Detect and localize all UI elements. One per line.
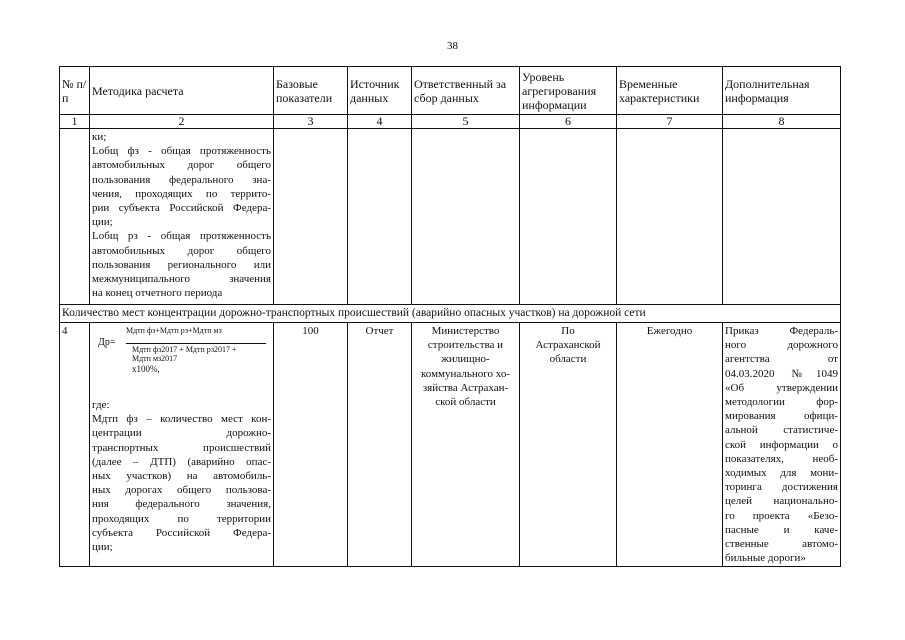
additional-line: показателях, необ- (725, 452, 838, 465)
where-label: где: (92, 399, 110, 411)
page-number: 38 (447, 40, 458, 52)
indicator-row-4 (60, 323, 841, 567)
method-line: (далее – ДТП) (аварийно опас- (92, 455, 271, 468)
additional-line: мирования офици- (725, 410, 838, 423)
aggregation-line: области (549, 353, 587, 366)
method-line: ния федерального значения, (92, 498, 271, 511)
row4-additional (723, 323, 841, 567)
additional-line: пасные и каче- (725, 523, 838, 536)
header-time: Временные характеристики (617, 67, 723, 115)
header-base: Базовые показатели (274, 67, 348, 115)
indicators-table (59, 66, 841, 567)
col-num-6: 6 (520, 115, 617, 129)
additional-line: целей национально- (725, 495, 838, 508)
method-line: ции; (92, 216, 113, 229)
header-source: Источник данных (348, 67, 412, 115)
col-num-7: 7 (617, 115, 723, 129)
header-method: Методика расчета (90, 67, 274, 115)
additional-line: ного дорожного (725, 339, 838, 352)
responsible-line: ской области (435, 396, 496, 409)
section-row (60, 305, 841, 323)
col-num-4: 4 (348, 115, 412, 129)
formula-multiplier: х100%, (132, 364, 160, 374)
additional-line: Приказ Федераль- (725, 325, 838, 337)
continued-method-cell (90, 129, 274, 305)
method-line: пользования регионального или (92, 258, 271, 271)
continued-num-cell (60, 129, 90, 305)
continued-row (60, 129, 841, 305)
formula-denominator-2: Мдтп мз2017 (132, 354, 178, 363)
row4-base: 100 (274, 323, 348, 567)
row4-source: Отчет (348, 323, 412, 567)
responsible-line: Министерство (431, 325, 500, 337)
responsible-line: зяйства Астрахан- (422, 381, 509, 394)
additional-line: «Об утверждении (725, 381, 838, 394)
additional-line: торинга достижения (725, 481, 838, 494)
fraction-bar (126, 343, 266, 344)
method-line: ных дорогах общего пользова- (92, 484, 271, 497)
header-additional: Дополнительная информация (723, 67, 841, 115)
continued-time-cell (617, 129, 723, 305)
additional-line: ственные автомо- (725, 538, 838, 551)
section-title: Количество мест концентрации дорожно-транспортных происшествий (аварийно опасных участков) на дорожной сети (60, 305, 841, 323)
formula-numerator: Мдтп фз+Мдтп рз+Мдтп мз (126, 326, 222, 335)
responsible-line: жилищно- (441, 353, 490, 366)
row4-num: 4 (60, 323, 90, 567)
method-line: пользования федерального зна- (92, 173, 271, 186)
continued-source-cell (348, 129, 412, 305)
header-aggregation: Уровень агрегирования информации (520, 67, 617, 115)
col-num-3: 3 (274, 115, 348, 129)
method-line: автомобильных дорог общего (92, 159, 271, 172)
header-num: № п/п (60, 67, 90, 115)
additional-line: 04.03.2020 №1049 (725, 367, 838, 380)
method-line: автомобильных дорог общего (92, 244, 271, 257)
method-line: рии субъекта Российской Федера- (92, 202, 271, 215)
row4-method-cell (90, 323, 274, 567)
aggregation-line: По (561, 325, 575, 337)
row4-time: Ежегодно (617, 323, 723, 567)
col-num-8: 8 (723, 115, 841, 129)
column-number-row (60, 115, 841, 129)
additional-line: агентства от (725, 353, 838, 366)
row4-aggregation (520, 323, 617, 567)
additional-line: альной статистиче- (725, 424, 838, 437)
method-line: ки; (92, 131, 107, 143)
continued-responsible-cell (412, 129, 520, 305)
additional-line: методологии фор- (725, 396, 838, 409)
additional-line: ской информации о (725, 438, 838, 451)
responsible-line: строительства и (427, 339, 504, 352)
method-line: Lобщ фз - общая протяженность (92, 145, 271, 158)
header-responsible: Ответственный за сбор данных (412, 67, 520, 115)
formula-lhs: Др= (98, 337, 116, 348)
method-line: проходящих по территории (92, 512, 271, 525)
method-line: субъекта Российской Федера- (92, 526, 271, 539)
formula-denominator-1: Мдтп фз2017 + Мдтп рз2017 + (132, 345, 237, 354)
continued-additional-cell (723, 129, 841, 305)
method-line: ции; (92, 541, 113, 554)
method-line: Мдтп фз – количество мест кон- (92, 413, 271, 426)
method-line: межмуниципального значения (92, 273, 271, 286)
additional-line: ходимых для мони- (725, 467, 838, 480)
method-line: транспортных происшествий (92, 441, 271, 454)
method-line: центрации дорожно- (92, 427, 271, 440)
additional-line: бильные дороги» (725, 552, 806, 565)
continued-base-cell (274, 129, 348, 305)
col-num-5: 5 (412, 115, 520, 129)
responsible-line: коммунального хо- (421, 367, 510, 380)
col-num-1: 1 (60, 115, 90, 129)
row4-responsible (412, 323, 520, 567)
col-num-2: 2 (90, 115, 274, 129)
method-line: ных участков) на автомобиль- (92, 470, 271, 483)
method-line: Lобщ рз - общая протяженность (92, 230, 271, 243)
formula (92, 324, 271, 394)
method-line: на конец отчетного периода (92, 287, 223, 300)
header-row (60, 67, 841, 115)
method-line: чения, проходящих по террито- (92, 187, 271, 200)
additional-line: го проекта «Безо- (725, 509, 838, 522)
aggregation-line: Астраханской (535, 339, 601, 352)
continued-aggregation-cell (520, 129, 617, 305)
